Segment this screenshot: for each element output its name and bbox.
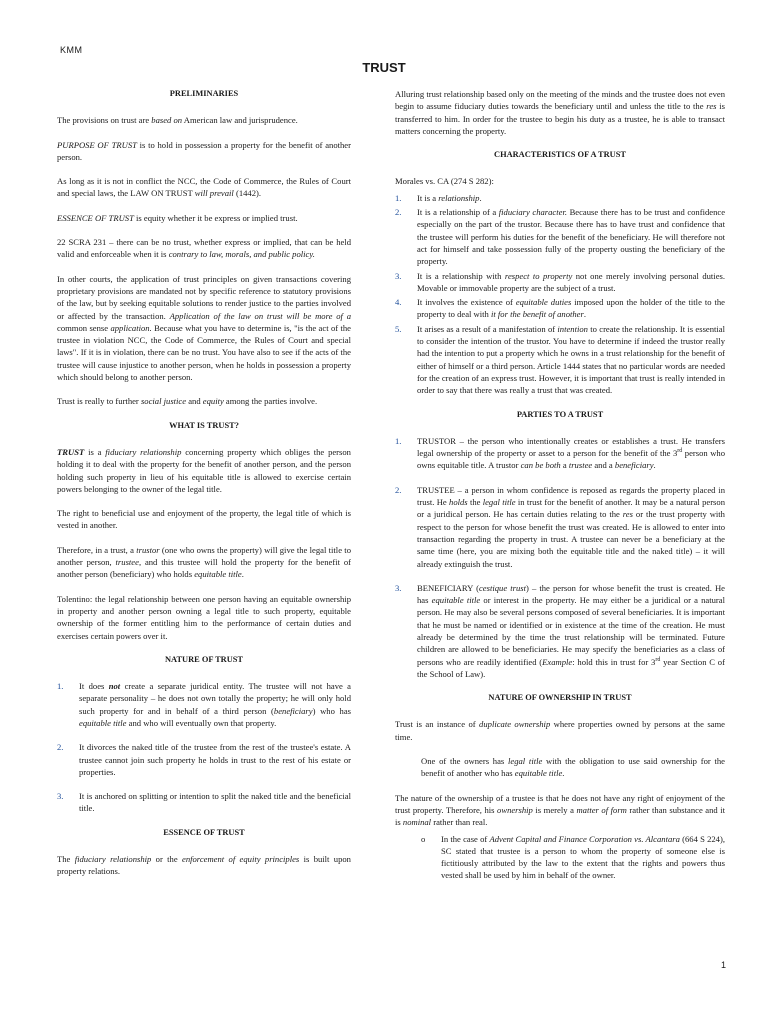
- text: create a separate juridical entity. The trustee will not have a separate personality – he does not own totally the property; he will only hold such property for and in behalf of a third person (: [79, 681, 351, 716]
- text-italic: equity: [202, 396, 224, 407]
- left-column: [57, 88, 351, 890]
- text-italic: contrary to law, morals, and public policy.: [168, 249, 315, 260]
- list-item: [395, 435, 725, 472]
- text: year Section C of the School of Law).: [417, 656, 725, 679]
- text: .: [479, 192, 482, 203]
- text: is a: [84, 446, 106, 457]
- text-italic: Application of the law on trust will be more of a: [169, 310, 352, 321]
- text-italic: equitable duties: [515, 297, 572, 308]
- text: .: [583, 309, 586, 320]
- text-italic: matter of form: [576, 804, 627, 815]
- text: to create the relationship. It is essential to consider the intention of the trustor. You have to determine if indeed the trustor really had the intention to put a property which he owns in a trust relationship for the benefit of either of himself or a third person. Article 1444 states that no particular words are needed for the creation of an express trust. However, it is important that trust is really intended in order to say that there was really a trust that was created.: [417, 323, 726, 396]
- nature-list: [57, 680, 351, 815]
- text: : hold this in trust for 3: [572, 656, 656, 667]
- text: In other courts, the application of trust principles on given transactions covering proprietary provisions are mandated not by specific reference to statutory provisions of the law, but by seeking equitable solutions to render justice to the parties involved or affected by the transaction.: [57, 273, 351, 321]
- text: , and this trustee will hold the property for the benefit of another person (beneficiary) who holds: [57, 557, 351, 580]
- paragraph: [57, 446, 351, 495]
- list-number: 1.: [395, 192, 402, 203]
- text-italic: Advent Capital and Finance Corporation vs. Alcantara: [489, 833, 680, 844]
- text: .: [653, 460, 656, 471]
- text: The nature of the ownership of a trustee is that he does not have any right of enjoyment of the trust property. Therefore, his: [395, 792, 725, 815]
- text: concerning property which obliges the person holding it to deal with the property for the benefit of another person, and the person holding such property in lieu of his equitable title is allowed to exercise certain powers belonging to the owner of the legal title.: [57, 446, 351, 494]
- text: is equity whether it be express or implied trust.: [133, 212, 298, 223]
- list-item: [395, 270, 725, 295]
- text-italic: ESSENCE OF TRUST: [57, 212, 134, 223]
- paragraph: [57, 139, 351, 164]
- paragraph: [57, 236, 351, 261]
- text: It divorces the naked title of the trustee from the rest of the trustee's estate. A trustee cannot join such property he holds in trust to the rest of his estate or properties.: [79, 742, 351, 777]
- paragraph: [57, 544, 351, 581]
- text-italic: trustee: [115, 557, 139, 568]
- text: Because there has to be trust and confidence especially on the part of the trustor. Because there has to have trust and confidence that the trustee will perform his duties for the benefit of the beneficiary. He will therefore not act for himself and take possession fully of the property ousting the beneficiary of the property.: [417, 207, 726, 267]
- text: and a: [592, 460, 615, 471]
- text-italic: fiduciary relationship: [105, 446, 182, 457]
- list-number: 1.: [395, 435, 402, 446]
- list-item: [57, 741, 351, 778]
- text-italic: res: [622, 509, 633, 520]
- list-item: [395, 484, 725, 570]
- text: Trust is an instance of: [395, 719, 480, 730]
- list-number: 2.: [395, 484, 402, 495]
- text: is to hold in possession a property for the benefit of another person.: [57, 139, 351, 162]
- text: .: [562, 768, 565, 779]
- text-italic: enforcement of equity principles: [182, 854, 300, 865]
- list-number: 3.: [395, 582, 402, 593]
- paragraph: Tolentino: the legal relationship between one person having an equitable ownership in property and another person owning a legal title to such property, equitable ownership of the former entitling him to the performance of certain duties and exercises certain powers over it.: [57, 593, 351, 641]
- text-italic: it for the benefit of another: [490, 309, 584, 320]
- list-number: 3.: [395, 270, 402, 281]
- text: the: [467, 497, 483, 508]
- page-number: 1: [720, 960, 726, 970]
- list-number: 3.: [57, 791, 64, 802]
- text: (1442).: [233, 188, 262, 199]
- ownership-sublist: [421, 833, 725, 882]
- text-italic: can be both: [520, 460, 561, 471]
- text-italic: trustor: [136, 544, 160, 555]
- text: It is a relationship with: [417, 270, 505, 281]
- text: It is anchored on splitting or intention to split the naked title and the beneficial title.: [79, 791, 351, 814]
- text: The: [57, 854, 75, 865]
- text-italic: res: [706, 101, 717, 112]
- text: ) – the person for whose benefit the trust is created. He has: [417, 582, 725, 606]
- list-number: 5.: [395, 323, 402, 334]
- text: among the parties involve.: [223, 396, 318, 407]
- section-heading-essence-of-trust: ESSENCE OF TRUST: [163, 827, 245, 837]
- section-heading-what-is-trust: WHAT IS TRUST?: [169, 420, 239, 430]
- text-italic: respect to property: [504, 270, 573, 281]
- characteristics-list: [395, 192, 725, 397]
- text: imposed upon the holder of the title to the property to deal with: [417, 297, 726, 320]
- case-citation: Morales vs. CA (274 S 282):: [395, 176, 494, 187]
- section-heading-preliminaries: PRELIMINARIES: [169, 89, 239, 98]
- right-column: [395, 88, 725, 882]
- text-italic: legal title: [508, 756, 543, 767]
- text-italic: nominal: [402, 817, 432, 828]
- paragraph: [57, 273, 351, 384]
- text-italic: holds: [449, 497, 468, 508]
- text: or the: [151, 854, 183, 865]
- text-italic: ownership: [497, 804, 533, 815]
- section-heading-characteristics: CHARACTERISTICS OF A TRUST: [494, 150, 626, 160]
- text-italic: fiduciary character.: [498, 207, 567, 218]
- text: and who will eventually own that property.: [126, 717, 277, 728]
- text-italic: will prevail: [194, 188, 234, 199]
- list-item: [421, 833, 725, 882]
- text-italic: relationship: [438, 192, 480, 203]
- paragraph: [421, 755, 725, 780]
- text: is transferred to him. In order for the trustee to begin his duty as a trustee, he is able to transact matters concerning the property.: [395, 101, 725, 136]
- text-italic: PURPOSE OF TRUST: [57, 139, 137, 150]
- text-italic: duplicate ownership: [479, 719, 551, 730]
- text: Because what you have to determine is, "is the act of the trustee in violation NCC, the Code of Commerce, the Rules of Court and special laws". If it is in violation, there can be no trust. You have also to see if the acts of the trustee will cause injustice to another person, when he holds in possession a property which should belong to another person.: [57, 322, 351, 383]
- text: Therefore, in a trust, a: [57, 544, 137, 555]
- list-item: [395, 296, 725, 321]
- list-item: [395, 582, 725, 680]
- text: American law and jurisprudence.: [182, 115, 298, 126]
- text-italic: application.: [110, 322, 152, 333]
- text: In the case of: [441, 833, 490, 844]
- superscript: rd: [655, 656, 661, 663]
- text: It does: [79, 681, 109, 692]
- text-italic: fiduciary relationship: [74, 854, 152, 865]
- section-heading-parties: PARTIES TO A TRUST: [516, 409, 604, 419]
- list-item: [395, 323, 725, 397]
- text-italic: TRUST: [57, 446, 85, 457]
- paragraph: The right to beneficial use and enjoyment of the property, the legal title of which is vested in another.: [57, 508, 351, 531]
- list-number: 1.: [57, 681, 64, 692]
- text: Alluring trust relationship based only on the meeting of the minds and the trustee does not even begin to assume fiduciary duties towards the beneficiary until and unless the title to the: [395, 89, 725, 112]
- text: where properties owned by persons at the same time.: [395, 719, 725, 742]
- section-heading-nature-of-trust: NATURE OF TRUST: [164, 654, 244, 664]
- text: It arises as a result of a manifestation of: [417, 323, 558, 334]
- text-italic: cestique trust: [478, 582, 526, 593]
- text: One of the owners has: [421, 756, 508, 767]
- text-italic: social justice: [140, 396, 187, 407]
- paragraph: [57, 212, 351, 224]
- paragraph: [395, 792, 725, 829]
- text: and: [186, 396, 203, 407]
- list-number: 2.: [395, 207, 402, 218]
- text: The provisions on trust are: [57, 115, 152, 126]
- text-italic: equitable title: [79, 717, 127, 728]
- text: with the obligation to use said ownership for the benefit of another who has: [421, 756, 725, 779]
- text: not one merely involving personal duties. Movable or immovable property are the subject of a trust.: [417, 270, 726, 293]
- superscript: rd: [677, 448, 683, 455]
- text: common sense: [57, 322, 111, 333]
- list-item: [57, 680, 351, 729]
- paragraph: [395, 88, 725, 137]
- text-italic: beneficiary: [614, 460, 654, 471]
- text-italic: beneficiary: [273, 705, 313, 716]
- text: rather than real.: [431, 817, 488, 828]
- parties-list: [395, 435, 725, 680]
- text: person who owns equitable title. A trustor: [417, 448, 725, 471]
- text: a: [560, 460, 569, 471]
- text-italic: trustee: [568, 460, 593, 471]
- text: 22 SCRA 231 – there can be no trust, whether express or implied, that can be held valid and enforceable when it is: [57, 237, 351, 260]
- text: in trust for the benefit of another. It may be a natural person or a juridical person. He has certain duties relating to the: [417, 497, 725, 520]
- text: rather than substance and it is: [395, 804, 726, 828]
- text-italic: not: [108, 681, 121, 692]
- paragraph: [57, 175, 351, 200]
- author-initials: KMM: [60, 45, 83, 55]
- text: It is a: [417, 192, 439, 203]
- text: or interest in the property. He may either be a juridical or a natural person. He may also be several persons composed of several beneficiaries. It is important that he must be named or identified or in existence at the time of the creation. He must already be determined by the time the trust relationship will be terminated. Future children are allowed to be beneficiaries. He may specify the beneficiaries as a class of persons who are readily identified (: [417, 595, 725, 667]
- text-italic: equitable title: [431, 595, 481, 606]
- text: BENEFICIARY (: [417, 582, 479, 593]
- list-number: 4.: [395, 297, 402, 308]
- text-italic: based on: [151, 115, 183, 126]
- text: .: [241, 569, 244, 580]
- paragraph: [57, 395, 351, 407]
- text: TRUSTEE – a person in whom confidence is reposed as regards the property placed in trust. He: [417, 484, 725, 508]
- list-item: [57, 790, 351, 815]
- text-italic: legal title: [482, 497, 516, 508]
- text: (one who owns the property) will give the legal title to another person,: [57, 544, 351, 568]
- text: or the trust property with respect to the person for whose benefit the trust was created. He is allowed to enter into transaction regarding the property in trust. A trustee can never be a beneficiary at the same time (here, you are mixing both the equitable title and the naked title) – it will already extinguish the trust.: [417, 509, 725, 569]
- text: It is a relationship of a: [417, 207, 499, 218]
- paragraph: [395, 718, 725, 743]
- paragraph: [57, 853, 351, 878]
- text-italic: intention: [557, 323, 588, 334]
- text: is merely a: [532, 804, 577, 815]
- text: As long as it is not in conflict the NCC, the Code of Commerce, the Rules of Court and special laws, the LAW ON TRUST: [57, 176, 351, 199]
- text-italic: Example: [542, 656, 573, 667]
- text: (664 S 224), SC stated that trustee is a person to whom the property of someone else is fictitiously attributed by the law to the extent that the rights and powers thus vested shall be used by him in behalf of the owner.: [441, 833, 725, 881]
- section-heading-ownership: NATURE OF OWNERSHIP IN TRUST: [488, 693, 632, 703]
- text: It involves the existence of: [417, 297, 516, 308]
- document-title: TRUST: [362, 60, 406, 75]
- list-number: 2.: [57, 742, 64, 753]
- bullet-marker: o: [421, 833, 426, 844]
- list-item: [395, 192, 725, 204]
- text-italic: equitable title: [514, 768, 563, 779]
- text: Trust is really to further: [57, 396, 141, 407]
- list-item: [395, 206, 725, 267]
- text: TRUSTOR – the person who intentionally creates or establishes a trust. He transfers legal ownership of the property or asset to a person for the benefit of the 3: [417, 435, 725, 459]
- text: ) who has: [312, 705, 351, 716]
- text: is built upon property relations.: [57, 854, 351, 877]
- text-italic: equitable title: [194, 569, 242, 580]
- paragraph: [57, 114, 351, 126]
